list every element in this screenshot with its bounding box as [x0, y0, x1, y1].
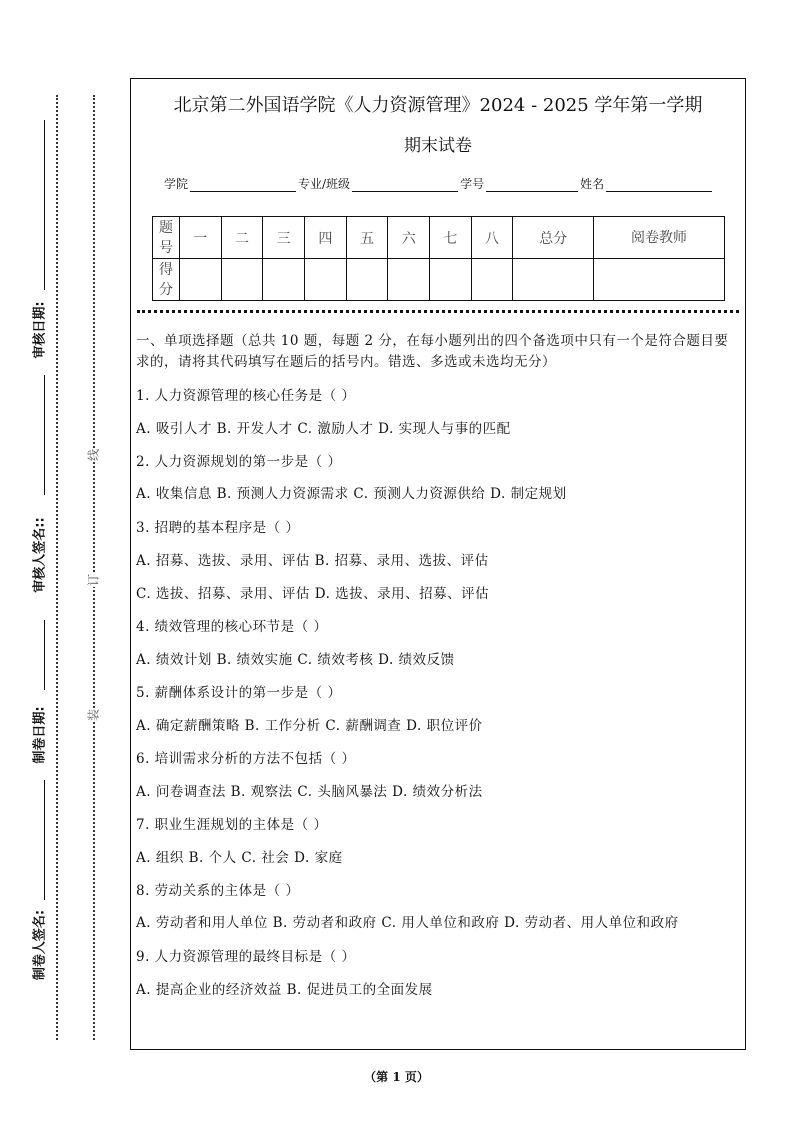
page-title: 北京第二外国语学院《人力资源管理》2024 - 2025 学年第一学期	[173, 95, 703, 116]
signature-line	[44, 620, 45, 690]
score-cell[interactable]	[471, 259, 513, 301]
signature-line	[44, 120, 45, 290]
major-blank[interactable]	[352, 179, 458, 192]
binding-dotted-line	[93, 95, 95, 1040]
question-options: A. 收集信息 B. 预测人力资源需求 C. 预测人力资源供给 D. 制定规划	[136, 486, 567, 502]
student-info	[164, 175, 714, 192]
section-heading: 一、单项选择题（总共 10 题，每题 2 分，在每小题列出的四个备选项中只有一个是符合题目要求的，请将其代码填写在题后的括号内。错选、多选或未选均无分）	[136, 333, 729, 370]
question-stem: 9. 人力资源管理的最终目标是（ ）	[136, 949, 356, 965]
signature-line	[44, 375, 45, 495]
score-cell[interactable]	[594, 259, 725, 301]
column-header: 八	[471, 217, 513, 259]
score-cell[interactable]	[263, 259, 305, 301]
row-label: 题号	[153, 217, 180, 259]
score-cell[interactable]	[221, 259, 263, 301]
question-stem: 7. 职业生涯规划的主体是（ ）	[136, 817, 328, 833]
column-header: 一	[180, 217, 222, 259]
column-header: 阅卷教师	[594, 217, 725, 259]
question-options: A. 吸引人才 B. 开发人才 C. 激励人才 D. 实现人与事的匹配	[136, 421, 511, 437]
binding-char-line: 线	[86, 448, 101, 462]
field-label-major: 专业/班级	[298, 177, 351, 191]
signature-line	[44, 780, 45, 900]
question-options: A. 招募、选拔、录用、评估 B. 招募、录用、选拔、评估	[136, 553, 489, 569]
binding-char-install: 装	[86, 708, 101, 722]
question-section	[136, 331, 740, 1012]
dotted-separator	[137, 310, 739, 313]
question-stem: 2. 人力资源规划的第一步是（ ）	[136, 454, 342, 470]
field-label-id: 学号	[460, 177, 485, 191]
field-label-name: 姓名	[580, 177, 605, 191]
score-table	[152, 216, 725, 301]
question-options: A. 劳动者和用人单位 B. 劳动者和政府 C. 用人单位和政府 D. 劳动者、用人单位和政府	[136, 915, 679, 931]
name-blank[interactable]	[606, 179, 712, 192]
exam-frame	[130, 78, 746, 1050]
column-header: 六	[388, 217, 430, 259]
score-cell[interactable]	[388, 259, 430, 301]
id-blank[interactable]	[486, 179, 578, 192]
page-subtitle: 期末试卷	[404, 136, 472, 156]
question-stem: 5. 薪酬体系设计的第一步是（ ）	[136, 685, 342, 701]
table-row	[153, 259, 725, 301]
column-header: 三	[263, 217, 305, 259]
score-cell[interactable]	[346, 259, 388, 301]
question-options: A. 提高企业的经济效益 B. 促进员工的全面发展	[136, 982, 433, 998]
question-stem: 6. 培训需求分析的方法不包括（ ）	[136, 751, 356, 767]
question-options: A. 组织 B. 个人 C. 社会 D. 家庭	[136, 850, 343, 866]
paper-maker-signature-label: 制卷人签名:	[32, 909, 48, 981]
column-header: 四	[305, 217, 347, 259]
college-blank[interactable]	[190, 179, 296, 192]
review-date-label: 审核日期:	[32, 301, 48, 359]
page-number: （第 1 页）	[364, 1070, 429, 1084]
field-label-college: 学院	[164, 177, 189, 191]
column-header: 七	[430, 217, 472, 259]
score-cell[interactable]	[305, 259, 347, 301]
question-stem: 3. 招聘的基本程序是（ ）	[136, 520, 300, 536]
column-header: 总分	[513, 217, 594, 259]
score-cell[interactable]	[513, 259, 594, 301]
score-cell[interactable]	[430, 259, 472, 301]
column-header: 二	[221, 217, 263, 259]
question-options: A. 确定薪酬策略 B. 工作分析 C. 薪酬调查 D. 职位评价	[136, 718, 483, 734]
score-cell[interactable]	[180, 259, 222, 301]
question-options: A. 问卷调查法 B. 观察法 C. 头脑风暴法 D. 绩效分析法	[136, 784, 483, 800]
row-label: 得分	[153, 259, 180, 301]
reviewer-signature-label: 审核人签名::	[32, 517, 48, 593]
question-stem: 4. 绩效管理的核心环节是（ ）	[136, 619, 328, 635]
question-stem: 1. 人力资源管理的核心任务是（ ）	[136, 388, 356, 404]
outer-dotted-line	[56, 95, 58, 1040]
column-header: 五	[346, 217, 388, 259]
table-row	[153, 217, 725, 259]
question-stem: 8. 劳动关系的主体是（ ）	[136, 883, 300, 899]
paper-date-label: 制卷日期:	[32, 706, 48, 764]
question-options: C. 选拔、招募、录用、评估 D. 选拔、录用、招募、评估	[136, 586, 490, 602]
question-options: A. 绩效计划 B. 绩效实施 C. 绩效考核 D. 绩效反馈	[136, 652, 455, 668]
binding-char-bind: 订	[86, 573, 101, 587]
